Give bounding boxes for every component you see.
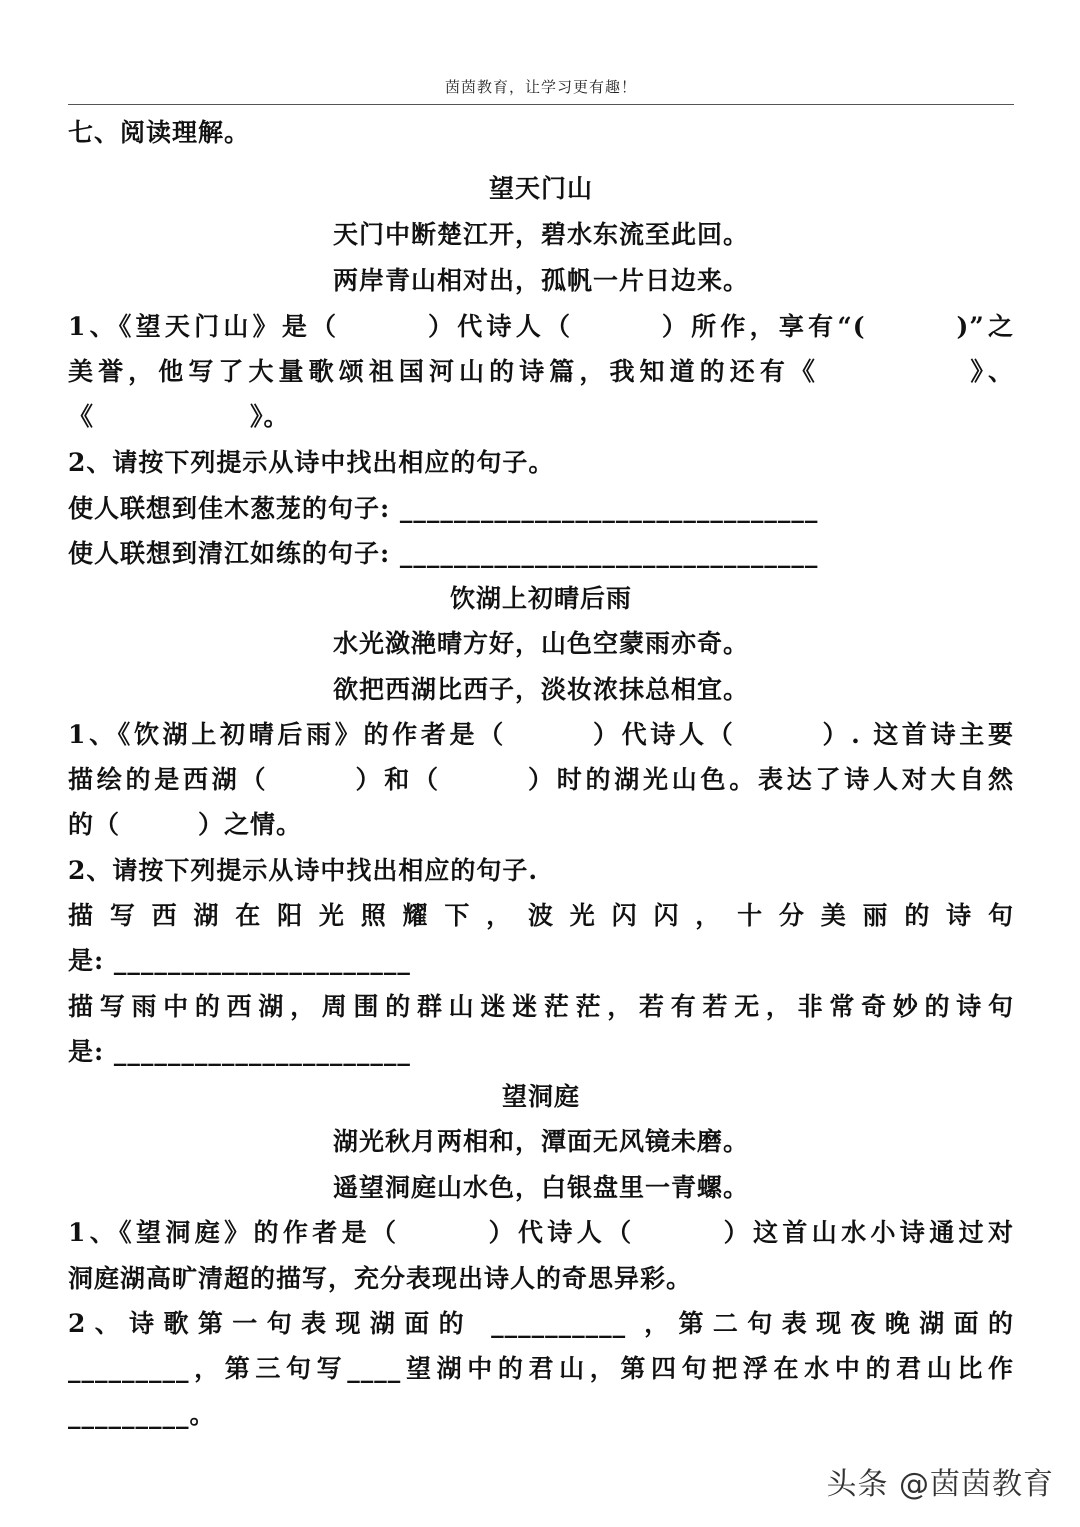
q1-line-3: 《 》。 bbox=[68, 402, 290, 431]
q1-line-4: 2、请按下列提示从诗中找出相应的句子。 bbox=[68, 448, 555, 477]
q2-line-8: 是: ______________________ bbox=[68, 1037, 411, 1066]
poem2-line-1: 水光潋滟晴方好，山色空蒙雨亦奇。 bbox=[332, 629, 749, 658]
q2-line-5: 描写西湖在阳光照耀下，波光闪闪，十分美丽的诗句 bbox=[68, 901, 1014, 930]
watermark: 头条 @茵茵教育 bbox=[826, 1467, 1054, 1502]
poem3-line-1: 湖光秋月两相和，潭面无风镜未磨。 bbox=[332, 1127, 749, 1156]
q2-line-2: 描绘的是西湖（ ）和（ ）时的湖光山色。表达了诗人对大自然 bbox=[68, 765, 1014, 794]
section-title: 七、阅读理解。 bbox=[68, 118, 251, 147]
q1-line-5: 使人联想到佳木葱茏的句子: _______________________________ bbox=[68, 494, 819, 523]
q1-line-2: 美誉，他写了大量歌颂祖国河山的诗篇，我知道的还有《 》、 bbox=[68, 357, 1014, 386]
poem2-title: 饮湖上初晴后雨 bbox=[449, 584, 632, 613]
q3-line-1: 1、《望洞庭》的作者是（ ）代诗人（ ）这首山水小诗通过对 bbox=[68, 1218, 1014, 1247]
poem1-line-2: 两岸青山相对出，孤帆一片日边来。 bbox=[332, 266, 749, 295]
q3-line-3: 2、诗歌第一句表现湖面的 __________ ，第二句表现夜晚湖面的 bbox=[68, 1309, 1014, 1338]
q3-line-2: 洞庭湖高旷清超的描写，充分表现出诗人的奇思异彩。 bbox=[68, 1264, 693, 1293]
poem3-line-2: 遥望洞庭山水色，白银盘里一青螺。 bbox=[332, 1173, 749, 1202]
q1-line-1: 1、《望天门山》是（ ）代诗人（ ）所作，享有“( )”之 bbox=[68, 312, 1014, 341]
poem3-title: 望洞庭 bbox=[501, 1082, 580, 1111]
poem2-line-2: 欲把西湖比西子，淡妆浓抹总相宜。 bbox=[332, 675, 749, 704]
poem1-line-1: 天门中断楚江开，碧水东流至此回。 bbox=[332, 220, 749, 249]
q2-line-7: 描写雨中的西湖，周围的群山迷迷茫茫，若有若无，非常奇妙的诗句 bbox=[68, 992, 1014, 1021]
q3-line-4: _________，第三句写____望湖中的君山，第四句把浮在水中的君山比作 bbox=[68, 1354, 1014, 1383]
q2-line-3: 的（ ）之情。 bbox=[68, 810, 303, 839]
q2-line-4: 2、请按下列提示从诗中找出相应的句子. bbox=[68, 856, 539, 885]
q2-line-6: 是: ______________________ bbox=[68, 946, 411, 975]
q1-line-6: 使人联想到清江如练的句子: _______________________________ bbox=[68, 539, 819, 568]
poem1-title: 望天门山 bbox=[488, 174, 593, 203]
q2-line-1: 1、《饮湖上初晴后雨》的作者是（ ）代诗人（ ）. 这首诗主要 bbox=[68, 720, 1014, 749]
header-rule bbox=[68, 104, 1014, 105]
page-header-tagline: 茵茵教育，让学习更有趣！ bbox=[444, 78, 637, 96]
q3-line-5: _________。 bbox=[68, 1400, 216, 1429]
